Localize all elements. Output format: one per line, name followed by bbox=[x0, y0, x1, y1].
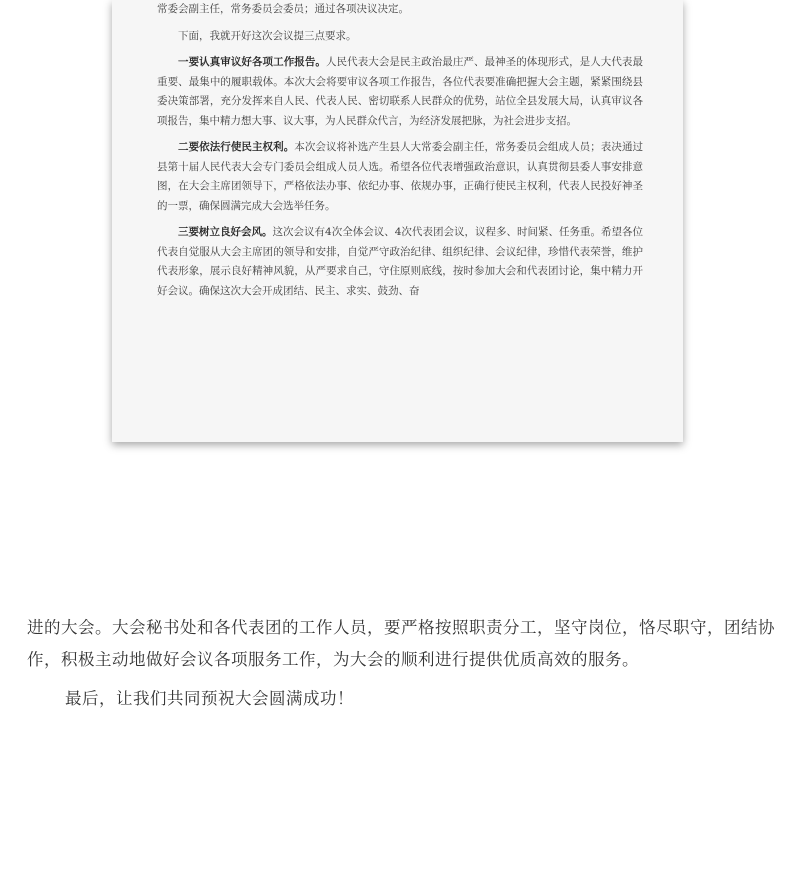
document-paragraph bbox=[157, 0, 643, 20]
paragraph-text: 这次会议有4次全体会议、4次代表团会议，议程多、时间紧、任务重。希望各位代表自觉服从大会主席团的领导和安排，自觉严守政治纪律、组织纪律、会议纪律，珍惜代表荣誉，维护代表形象，展示良好精神风貌，从严要求自己，守住原则底线，按时参加大会和代表团讨论，集中精力开好会议。确保这次大会开成团结、民主、求实、鼓劲、奋 bbox=[157, 226, 643, 297]
paragraph-text: 常委会副主任，常务委员会委员；通过各项决议决定。 bbox=[157, 3, 409, 15]
paragraph-text: 本次会议将补选产生县人大常委会副主任，常务委员会组成人员；表决通过县第十届人民代表大会专门委员会组成人员人选。希望各位代表增强政治意识，认真贯彻县委人事安排意图，在大会主席团领导下，严格依法办事、依纪办事、依规办事，正确行使民主权利，代表人民投好神圣的一票，确保圆满完成大会选举任务。 bbox=[157, 141, 643, 212]
document-text-area bbox=[157, 0, 643, 328]
closing-paragraph: 最后，让我们共同预祝大会圆满成功！ bbox=[65, 689, 354, 708]
paragraph-lead: 三要树立良好会风。 bbox=[178, 226, 273, 238]
paragraph-lead: 二要依法行使民主权利。 bbox=[178, 141, 295, 153]
document-page-preview bbox=[112, 0, 683, 442]
page-body-text bbox=[27, 612, 775, 715]
paragraph-lead: 一要认真审议好各项工作报告。 bbox=[178, 56, 326, 68]
body-paragraph: 进的大会。大会秘书处和各代表团的工作人员，要严格按照职责分工，坚守岗位，恪尽职守，团结协作，积极主动地做好会议各项服务工作，为大会的顺利进行提供优质高效的服务。 bbox=[27, 618, 775, 669]
paragraph-text: 人民代表大会是民主政治最庄严、最神圣的体现形式，是人大代表最重要、最集中的履职载体。本次大会将要审议各项工作报告，各位代表要准确把握大会主题，紧紧围绕县委决策部署，充分发挥来自人民、代表人民、密切联系人民群众的优势，站位全县发展大局，认真审议各项报告，集中精力想大事、议大事，为人民群众代言，为经济发展把脉，为社会进步支招。 bbox=[157, 56, 643, 127]
paragraph-text: 下面，我就开好这次会议提三点要求。 bbox=[178, 29, 357, 42]
requirement-paragraph-2 bbox=[157, 138, 643, 216]
requirement-paragraph-3 bbox=[157, 223, 643, 301]
document-paragraph bbox=[157, 27, 643, 47]
requirement-paragraph-1 bbox=[157, 53, 643, 131]
